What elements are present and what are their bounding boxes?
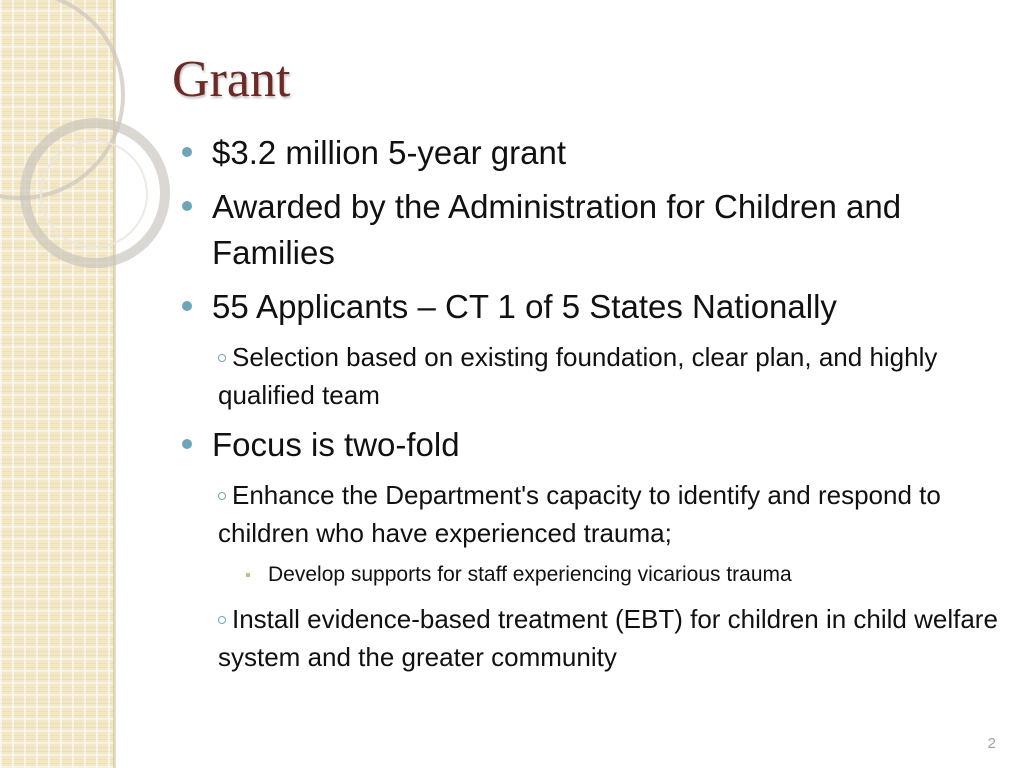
bullet-dot-icon (182, 439, 192, 449)
sub-bullet-item (180, 600, 998, 676)
sub-bullet-item (180, 476, 998, 552)
sub-bullet-text: Install evidence-based treatment (EBT) for children in child welfare system and the greater community (218, 604, 998, 672)
bullet-item (180, 184, 1000, 276)
bullet-text: $3.2 million 5-year grant (212, 134, 567, 171)
sub-bullet-item (180, 338, 998, 414)
bullet-dot-icon (182, 201, 192, 211)
bullet-text: Focus is two-fold (212, 426, 460, 463)
bullet-text: Awarded by the Administration for Children and Families (212, 188, 902, 271)
bullet-item (180, 130, 1000, 176)
sub-bullet-circle-icon (218, 492, 226, 500)
sub-sub-bullet-item (180, 560, 1000, 590)
page-number: 2 (987, 735, 996, 752)
bullet-text: 55 Applicants – CT 1 of 5 States Nationally (212, 288, 837, 325)
bullet-list (180, 130, 1000, 684)
sub-bullet-circle-icon (218, 354, 226, 362)
sub-sub-bullet-square-icon (246, 573, 250, 577)
bullet-item (180, 284, 1000, 330)
slide-title: Grant (172, 51, 291, 108)
decorative-ring (40, 140, 148, 248)
sub-bullet-text: Selection based on existing foundation, clear plan, and highly qualified team (218, 342, 938, 410)
sub-sub-bullet-text: Develop supports for staff experiencing vicarious trauma (268, 563, 792, 586)
bullet-dot-icon (182, 301, 192, 311)
bullet-item (180, 422, 1000, 468)
sub-bullet-circle-icon (218, 616, 226, 624)
sub-bullet-text: Enhance the Department's capacity to identify and respond to children who have experienced trauma; (218, 480, 941, 548)
bullet-dot-icon (182, 147, 192, 157)
